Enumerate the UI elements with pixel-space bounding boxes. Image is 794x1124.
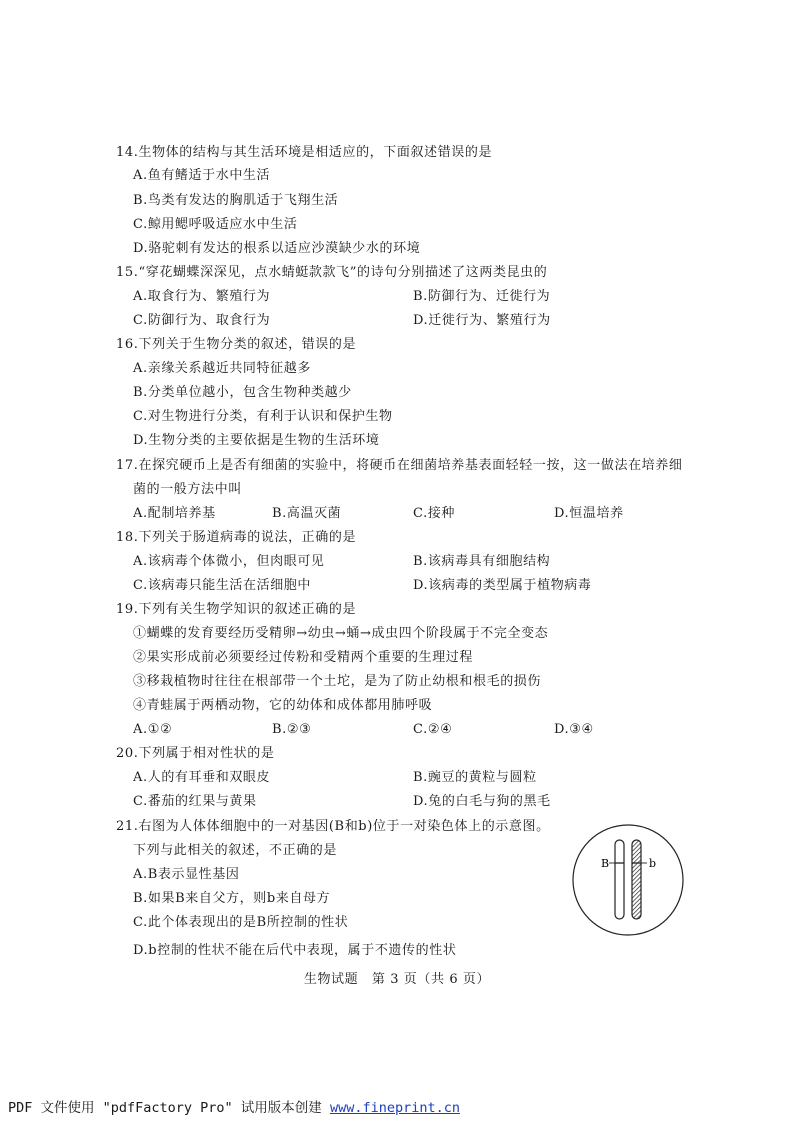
question-17-option-b: B.高温灭菌 [272,506,342,521]
question-14-option-c: C.鲸用鳃呼吸适应水中生活 [133,217,298,232]
cell-outline [573,825,683,935]
question-18-option-d: D.该病毒的类型属于植物病毒 [413,578,592,593]
question-19-statement-1: ①蝴蝶的发育要经历受精卵→幼虫→蛹→成虫四个阶段属于不完全变态 [133,626,549,641]
page-footer-title: 生物试题 第 3 页（共 6 页） [303,972,491,987]
question-21-option-c: C.此个体表现出的是B所控制的性状 [133,915,349,930]
fineprint-link[interactable]: www.fineprint.cn [329,1100,460,1116]
question-21-option-d: D.b控制的性状不能在后代中表现，属于不遗传的性状 [133,943,457,958]
gene-label-b-dominant: B [601,857,610,870]
question-14-option-b: B.鸟类有发达的胸肌适于飞翔生活 [133,193,339,208]
question-21-option-a: A.B表示显性基因 [133,867,240,882]
question-15-option-a: A.取食行为、繁殖行为 [133,289,271,304]
question-18-stem: 18.下列关于肠道病毒的说法，正确的是 [116,530,357,545]
question-20-stem: 20.下列属于相对性状的是 [116,746,275,761]
question-19-option-d: D.③④ [554,722,594,737]
question-19-option-c: C.②④ [413,722,453,737]
chromosome-left [615,840,624,919]
question-20-option-b: B.豌豆的黄粒与圆粒 [413,770,537,785]
question-18-option-a: A.该病毒个体微小，但肉眼可见 [133,554,325,569]
question-21-stem: 21.右图为人体体细胞中的一对基因(B和b)位于一对染色体上的示意图。 [116,819,550,834]
question-15-option-b: B.防御行为、迁徙行为 [413,289,551,304]
question-15-option-d: D.迁徙行为、繁殖行为 [413,313,551,328]
pdf-notice-text: PDF 文件使用 "pdfFactory Pro" 试用版本创建 [8,1100,330,1116]
question-19-statement-4: ④青蛙属于两栖动物，它的幼体和成体都用肺呼吸 [133,698,433,713]
question-19-statement-2: ②果实形成前必须要经过传粉和受精两个重要的生理过程 [133,650,474,665]
question-16-option-b: B.分类单位越小，包含生物种类越少 [133,385,352,400]
question-19-option-a: A.①② [133,722,173,737]
question-20-option-c: C.番茄的红果与黄果 [133,794,257,809]
question-19-statement-3: ③移栽植物时往往在根部带一个土坨，是为了防止幼根和根毛的损伤 [133,674,542,689]
question-18-option-c: C.该病毒只能生活在活细胞中 [133,578,312,593]
question-21-stem-continued: 下列与此相关的叙述，不正确的是 [133,843,338,858]
question-15-stem: 15.“穿花蝴蝶深深见，点水蜻蜓款款飞”的诗句分别描述了这两类昆虫的 [116,265,548,280]
question-15-option-c: C.防御行为、取食行为 [133,313,271,328]
pdf-creation-notice [8,1096,460,1116]
gene-label-b-recessive: b [649,857,657,870]
question-20-option-a: A.人的有耳垂和双眼皮 [133,770,271,785]
question-21-option-b: B.如果B来自父方，则b来自母方 [133,891,331,906]
question-19-option-b: B.②③ [272,722,312,737]
question-18-option-b: B.该病毒具有细胞结构 [413,554,551,569]
question-20-option-d: D.兔的白毛与狗的黑毛 [413,794,551,809]
question-17-option-d: D.恒温培养 [554,506,624,521]
question-17-stem: 17.在探究硬币上是否有细菌的实验中，将硬币在细菌培养基表面轻轻一按，这一做法在培养细 [116,458,683,473]
question-16-stem: 16.下列关于生物分类的叙述，错误的是 [116,337,357,352]
chromosome-pair-diagram [571,823,685,937]
question-17-option-a: A.配制培养基 [133,506,216,521]
question-14-option-d: D.骆驼刺有发达的根系以适应沙漠缺少水的环境 [133,241,421,256]
question-14-option-a: A.鱼有鳍适于水中生活 [133,168,271,183]
question-16-option-d: D.生物分类的主要依据是生物的生活环境 [133,433,380,448]
question-16-option-a: A.亲缘关系越近共同特征越多 [133,361,311,376]
question-17-stem-continued: 菌的一般方法中叫 [133,482,242,497]
question-17-option-c: C.接种 [413,506,456,521]
chromosome-right [632,840,641,919]
question-19-stem: 19.下列有关生物学知识的叙述正确的是 [116,602,357,617]
question-16-option-c: C.对生物进行分类，有利于认识和保护生物 [133,409,393,424]
question-14-stem: 14.生物体的结构与其生活环境是相适应的，下面叙述错误的是 [116,145,493,160]
